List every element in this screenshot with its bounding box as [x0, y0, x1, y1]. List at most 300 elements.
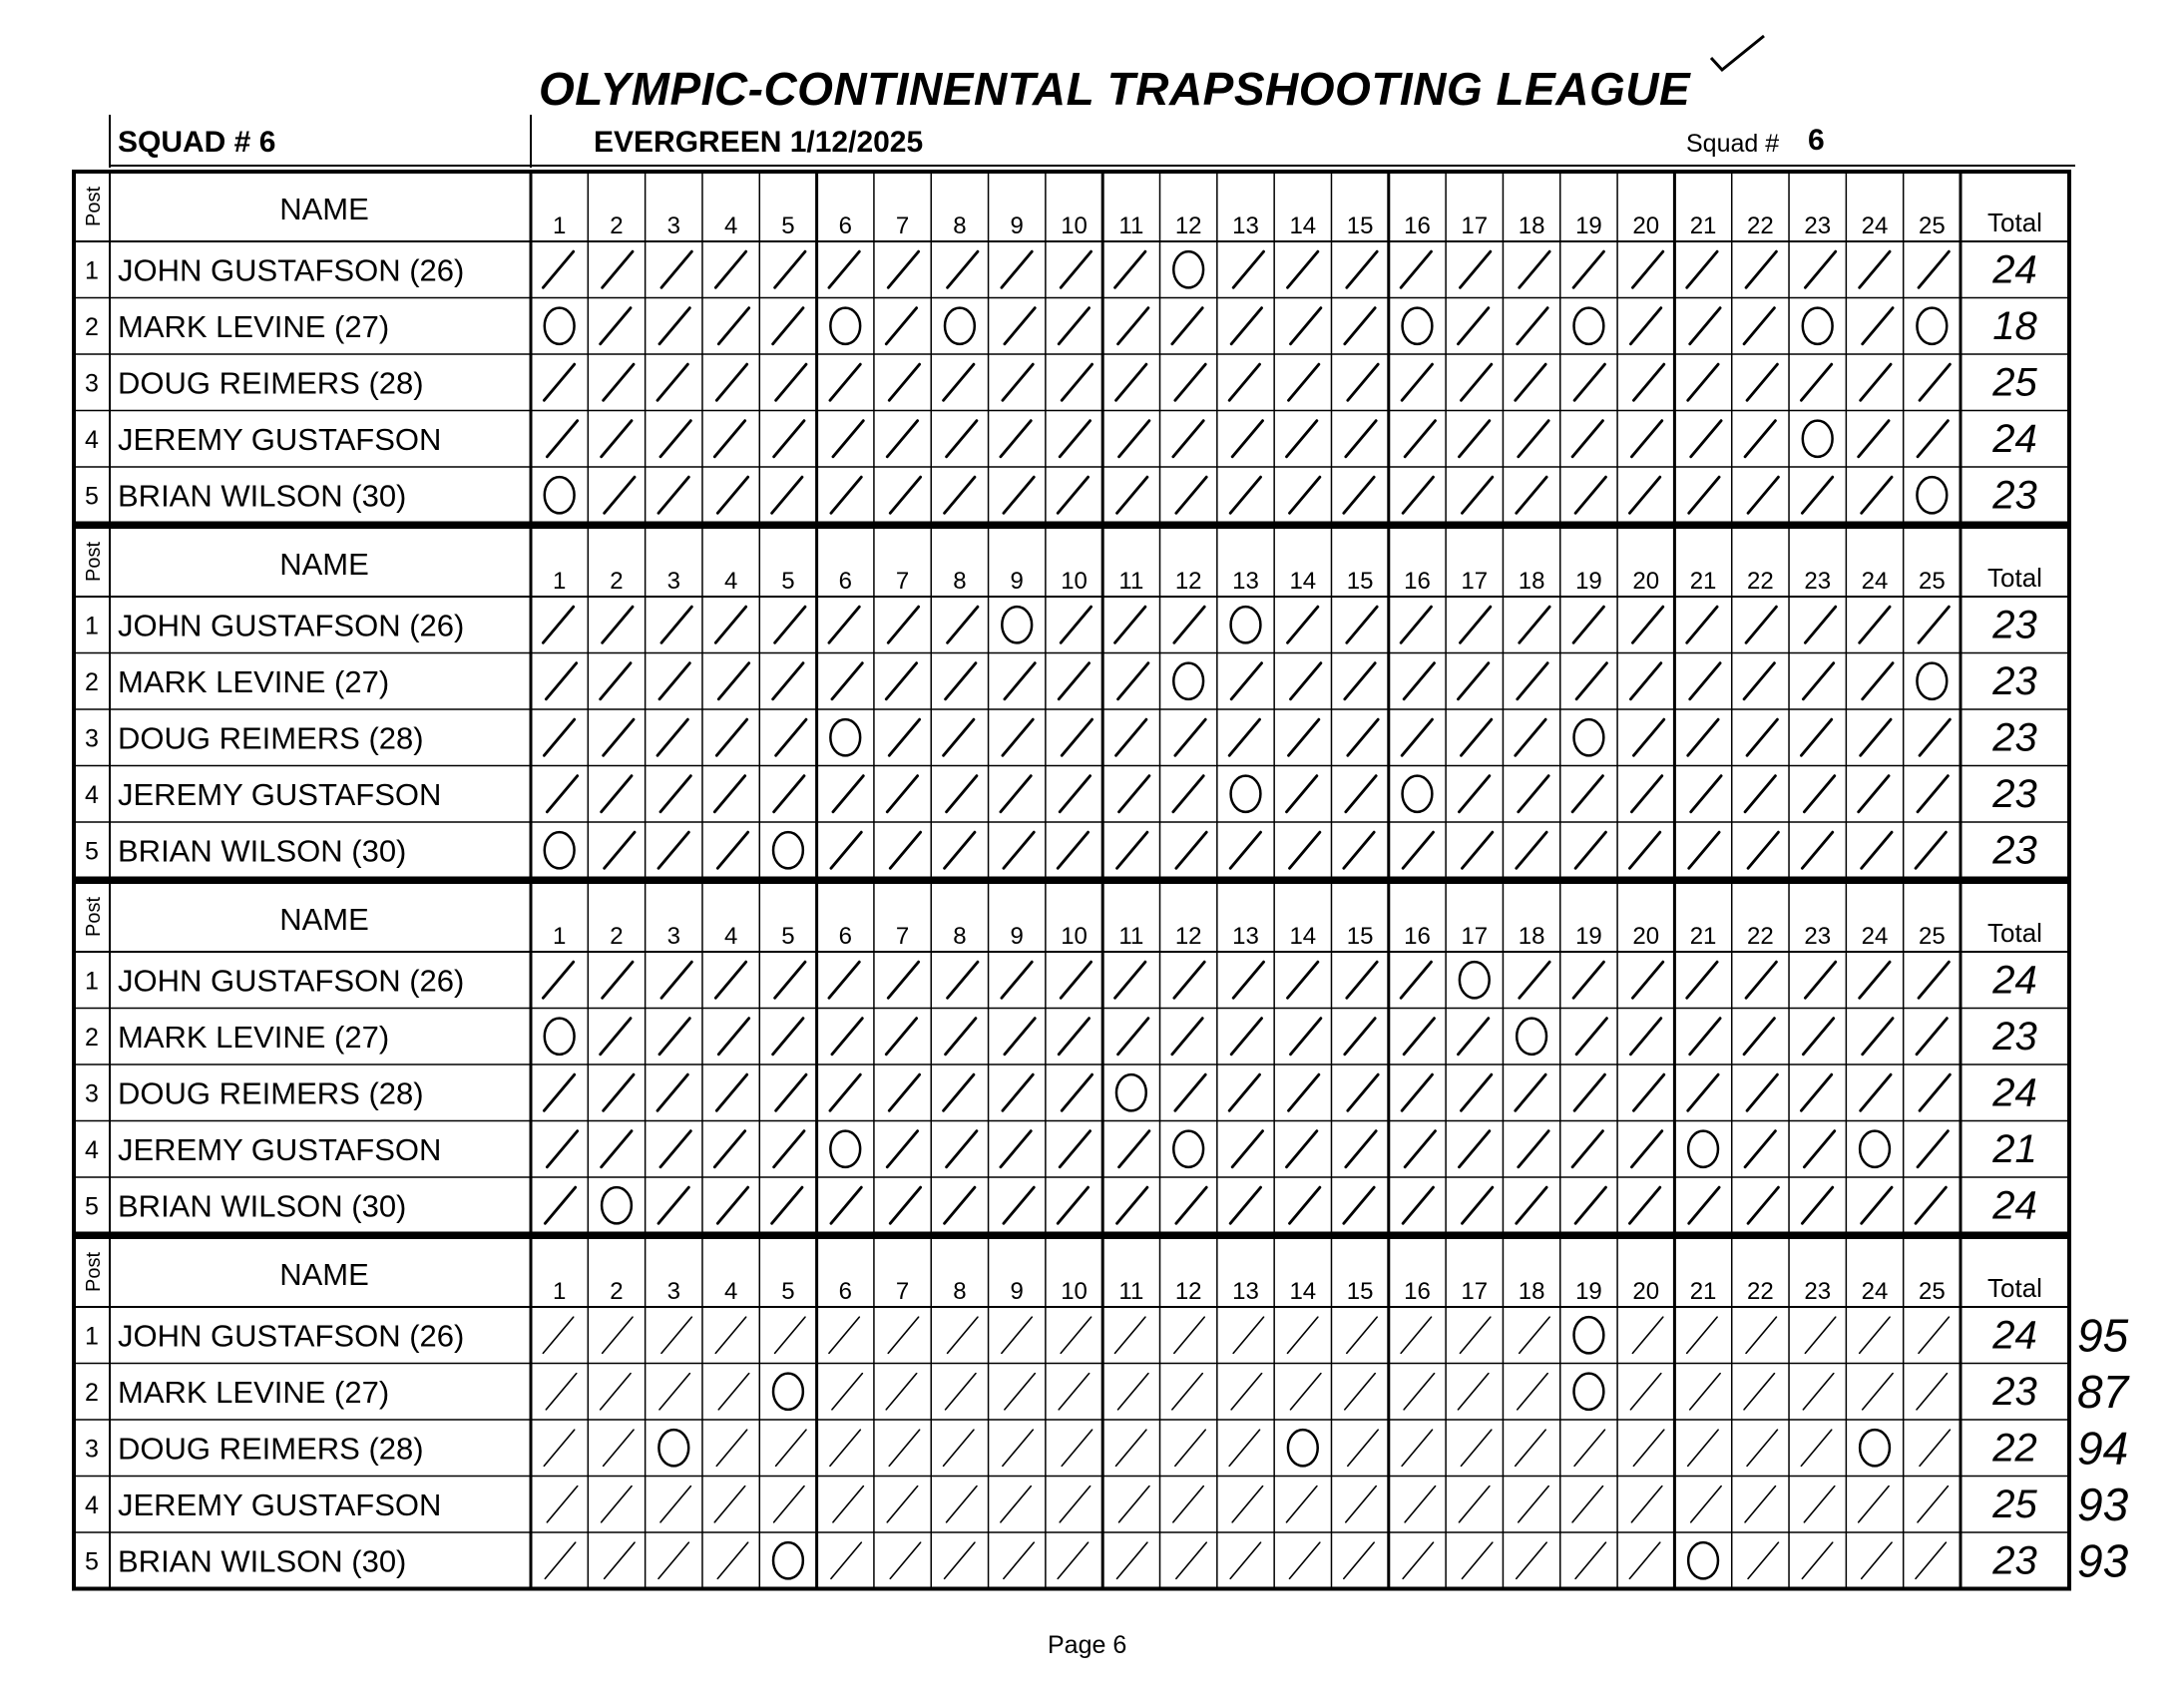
hit-mark: [1403, 1187, 1433, 1223]
shooter-name: JOHN GUSTAFSON (26): [118, 252, 465, 288]
hit-mark: [1401, 1317, 1431, 1353]
hit-mark: [1119, 1486, 1149, 1522]
miss-mark: [1403, 308, 1433, 344]
hit-mark: [716, 364, 746, 400]
target-number: 20: [1632, 923, 1660, 950]
shooter-name: DOUG REIMERS (28): [118, 720, 424, 756]
hit-mark: [659, 1019, 689, 1055]
hit-mark: [1860, 962, 1890, 998]
hit-mark: [545, 1187, 575, 1223]
hit-mark: [1575, 477, 1605, 513]
target-number: 17: [1461, 1278, 1489, 1305]
hit-mark: [945, 832, 975, 868]
hit-mark: [1687, 962, 1717, 998]
row-total: 23: [1992, 715, 2037, 760]
hit-mark: [1290, 1374, 1320, 1410]
hit-mark: [946, 1019, 976, 1055]
hit-mark: [716, 719, 746, 755]
hit-mark: [1348, 719, 1378, 755]
hit-mark: [1746, 1317, 1776, 1353]
hit-mark: [1229, 1074, 1259, 1110]
target-number: 22: [1747, 923, 1774, 950]
page-number: Page 6: [1048, 1631, 1127, 1659]
hit-mark: [1115, 607, 1145, 642]
target-number: 5: [781, 1278, 795, 1305]
target-number: 9: [1010, 1278, 1024, 1305]
target-number: 9: [1010, 923, 1024, 950]
hit-mark: [1518, 1374, 1547, 1410]
hit-mark: [1576, 1019, 1606, 1055]
hit-mark: [1289, 832, 1319, 868]
hit-mark: [1632, 962, 1662, 998]
target-number: 8: [953, 1278, 967, 1305]
shooter-name: DOUG REIMERS (28): [118, 365, 424, 401]
target-number: 18: [1518, 1278, 1545, 1305]
hit-mark: [1574, 364, 1604, 400]
hit-mark: [1176, 1187, 1206, 1223]
hit-mark: [889, 364, 919, 400]
hit-mark: [659, 663, 689, 699]
hit-mark: [1687, 607, 1717, 642]
hit-mark: [1347, 962, 1377, 998]
hit-mark: [717, 477, 747, 513]
hit-mark: [1919, 962, 1949, 998]
target-number: 12: [1174, 568, 1202, 595]
hit-mark: [1863, 1019, 1893, 1055]
hit-mark: [1348, 1430, 1378, 1466]
hit-mark: [888, 607, 918, 642]
hit-mark: [604, 364, 634, 400]
hit-mark: [658, 1542, 688, 1578]
post-header: Post: [83, 896, 105, 938]
hit-mark: [1748, 477, 1778, 513]
target-number: 7: [895, 212, 910, 239]
hit-mark: [1005, 663, 1035, 699]
miss-mark: [1688, 1542, 1718, 1578]
hit-mark: [944, 1074, 974, 1110]
hit-mark: [1805, 1317, 1835, 1353]
hit-mark: [1004, 1187, 1034, 1223]
hit-mark: [1748, 832, 1778, 868]
hit-mark: [1348, 1074, 1378, 1110]
hit-mark: [1804, 1486, 1834, 1522]
target-number: 19: [1575, 568, 1602, 595]
hit-mark: [1002, 251, 1032, 287]
hit-mark: [890, 477, 920, 513]
post-number: 4: [85, 1490, 99, 1519]
miss-mark: [1517, 1019, 1546, 1055]
hit-mark: [1060, 1131, 1090, 1167]
hit-mark: [1005, 1019, 1035, 1055]
hit-mark: [1288, 364, 1318, 400]
hit-mark: [1920, 364, 1950, 400]
post-number: 4: [85, 425, 99, 454]
post-number: 2: [85, 1378, 99, 1407]
hit-mark: [1229, 1430, 1259, 1466]
post-number: 3: [85, 369, 99, 398]
target-number: 4: [723, 1278, 738, 1305]
hit-mark: [1230, 1187, 1260, 1223]
hit-mark: [1746, 962, 1776, 998]
row-total: 24: [1992, 1313, 2037, 1358]
shooter-name: MARK LEVINE (27): [118, 1374, 390, 1410]
hit-mark: [1061, 962, 1091, 998]
hit-mark: [1629, 1187, 1659, 1223]
post-number: 3: [85, 724, 99, 753]
post-number: 3: [85, 1079, 99, 1108]
hit-mark: [602, 1486, 632, 1522]
hit-mark: [1918, 421, 1948, 457]
hit-mark: [773, 663, 803, 699]
shooter-name: BRIAN WILSON (30): [118, 1543, 407, 1579]
hit-mark: [944, 719, 974, 755]
hit-mark: [714, 1131, 744, 1167]
target-number: 15: [1346, 1278, 1374, 1305]
hit-mark: [1801, 1074, 1831, 1110]
hit-mark: [829, 962, 859, 998]
hit-mark: [1690, 663, 1720, 699]
target-number: 15: [1346, 568, 1374, 595]
row-total: 23: [1992, 658, 2037, 703]
hit-mark: [1747, 719, 1777, 755]
total-header: Total: [1987, 1273, 2042, 1303]
hit-mark: [543, 251, 573, 287]
hit-mark: [887, 1486, 917, 1522]
hit-mark: [1287, 251, 1317, 287]
grand-total: 94: [2077, 1422, 2129, 1475]
target-number: 13: [1232, 1278, 1259, 1305]
total-header: Total: [1987, 918, 2042, 948]
hit-mark: [886, 1374, 916, 1410]
hit-mark: [1005, 308, 1035, 344]
target-number: 10: [1061, 1278, 1088, 1305]
miss-mark: [545, 308, 575, 344]
target-number: 24: [1861, 923, 1889, 950]
hit-mark: [1061, 1317, 1091, 1353]
target-number: 14: [1289, 568, 1317, 595]
hit-mark: [1231, 1374, 1261, 1410]
target-number: 2: [610, 923, 624, 950]
hit-mark: [1573, 607, 1603, 642]
hit-mark: [1230, 1542, 1260, 1578]
row-total: 25: [1992, 1482, 2037, 1526]
hit-mark: [1004, 477, 1034, 513]
hit-mark: [774, 421, 804, 457]
hit-mark: [945, 1187, 975, 1223]
hit-mark: [717, 1542, 747, 1578]
hit-mark: [774, 1486, 804, 1522]
hit-mark: [944, 1430, 974, 1466]
miss-mark: [545, 832, 575, 868]
target-number: 5: [781, 568, 795, 595]
row-total: 23: [1992, 1014, 2037, 1059]
hit-mark: [774, 776, 804, 812]
hit-mark: [1688, 1430, 1718, 1466]
hit-mark: [1629, 477, 1659, 513]
hit-mark: [1747, 364, 1777, 400]
hit-mark: [1689, 1187, 1719, 1223]
hit-mark: [1061, 251, 1091, 287]
hit-mark: [1459, 776, 1489, 812]
hit-mark: [1173, 776, 1203, 812]
hit-mark: [890, 1542, 920, 1578]
hit-mark: [1744, 1019, 1774, 1055]
miss-mark: [1574, 719, 1604, 755]
target-number: 15: [1346, 923, 1374, 950]
hit-mark: [1633, 1430, 1663, 1466]
target-number: 17: [1461, 212, 1489, 239]
hit-mark: [1058, 1542, 1088, 1578]
miss-mark: [1173, 251, 1203, 287]
hit-mark: [1233, 251, 1263, 287]
target-number: 13: [1232, 923, 1259, 950]
hit-mark: [659, 308, 689, 344]
miss-mark: [545, 1019, 575, 1055]
target-number: 17: [1461, 568, 1489, 595]
row-total: 24: [1992, 416, 2037, 461]
hit-mark: [1744, 308, 1774, 344]
hit-mark: [605, 832, 635, 868]
hit-mark: [1289, 1187, 1319, 1223]
hit-mark: [1688, 719, 1718, 755]
hit-mark: [603, 251, 633, 287]
hit-mark: [945, 477, 975, 513]
hit-mark: [948, 607, 978, 642]
shooter-name: JEREMY GUSTAFSON: [118, 421, 442, 457]
miss-mark: [1860, 1430, 1890, 1466]
target-number: 16: [1404, 923, 1431, 950]
target-number: 10: [1061, 568, 1088, 595]
target-number: 4: [723, 212, 738, 239]
target-number: 20: [1632, 568, 1660, 595]
target-number: 23: [1804, 1278, 1832, 1305]
hit-mark: [1347, 1317, 1377, 1353]
target-number: 10: [1061, 212, 1088, 239]
miss-mark: [1688, 1131, 1718, 1167]
hit-mark: [773, 308, 803, 344]
hit-mark: [1516, 364, 1545, 400]
target-number: 25: [1918, 212, 1946, 239]
target-number: 6: [838, 923, 852, 950]
hit-mark: [831, 1187, 861, 1223]
hit-mark: [1574, 1430, 1604, 1466]
hit-mark: [544, 364, 574, 400]
hit-mark: [1117, 1542, 1147, 1578]
hit-mark: [1803, 1374, 1833, 1410]
target-number: 1: [552, 568, 567, 595]
hit-mark: [832, 1374, 862, 1410]
shooter-name: JOHN GUSTAFSON (26): [118, 608, 465, 643]
hit-mark: [1859, 1486, 1889, 1522]
hit-mark: [1747, 1430, 1777, 1466]
hit-mark: [1691, 776, 1721, 812]
hit-mark: [1117, 1187, 1147, 1223]
hit-mark: [1745, 776, 1775, 812]
event-label: EVERGREEN 1/12/2025: [594, 126, 924, 159]
hit-mark: [831, 477, 861, 513]
target-number: 10: [1061, 923, 1088, 950]
hit-mark: [831, 1542, 861, 1578]
miss-mark: [1173, 663, 1203, 699]
hit-mark: [1802, 477, 1832, 513]
shooter-name: DOUG REIMERS (28): [118, 1431, 424, 1467]
hit-mark: [1117, 832, 1147, 868]
hit-mark: [1175, 1430, 1205, 1466]
hit-mark: [1287, 607, 1317, 642]
hit-mark: [543, 607, 573, 642]
target-number: 19: [1575, 923, 1602, 950]
hit-mark: [946, 1374, 976, 1410]
hit-mark: [1805, 251, 1835, 287]
hit-mark: [717, 1187, 747, 1223]
hit-mark: [1863, 663, 1893, 699]
hit-mark: [1403, 477, 1433, 513]
target-number: 7: [895, 1278, 910, 1305]
row-total: 23: [1992, 1369, 2037, 1414]
hit-mark: [1461, 1074, 1491, 1110]
shooter-name: JEREMY GUSTAFSON: [118, 1131, 442, 1167]
hit-mark: [718, 308, 748, 344]
hit-mark: [889, 1430, 919, 1466]
hit-mark: [1345, 663, 1375, 699]
hit-mark: [1232, 421, 1262, 457]
hit-mark: [1631, 776, 1661, 812]
miss-mark: [1917, 663, 1947, 699]
hit-mark: [543, 962, 573, 998]
hit-mark: [1002, 1317, 1032, 1353]
hit-mark: [775, 1317, 805, 1353]
hit-mark: [1347, 251, 1377, 287]
target-number: 16: [1404, 1278, 1431, 1305]
hit-mark: [1344, 477, 1374, 513]
hit-mark: [1060, 1486, 1090, 1522]
shooter-name: MARK LEVINE (27): [118, 308, 390, 344]
hit-mark: [1746, 251, 1776, 287]
hit-mark: [1290, 308, 1320, 344]
miss-mark: [830, 1131, 860, 1167]
hit-mark: [1001, 776, 1031, 812]
hit-mark: [1860, 607, 1890, 642]
hit-mark: [657, 364, 687, 400]
target-number: 15: [1346, 212, 1374, 239]
hit-mark: [1575, 1542, 1605, 1578]
hit-mark: [887, 421, 917, 457]
hit-mark: [775, 962, 805, 998]
target-number: 8: [953, 923, 967, 950]
hit-mark: [1289, 1542, 1319, 1578]
hit-mark: [1058, 477, 1088, 513]
hit-mark: [1174, 607, 1204, 642]
miss-mark: [1288, 1430, 1318, 1466]
hit-mark: [1862, 1187, 1892, 1223]
hit-mark: [1745, 1131, 1775, 1167]
miss-mark: [545, 477, 575, 513]
hit-mark: [547, 1486, 577, 1522]
hit-mark: [1861, 364, 1891, 400]
shooter-name: MARK LEVINE (27): [118, 663, 390, 699]
hit-mark: [776, 719, 806, 755]
hit-mark: [830, 364, 860, 400]
target-number: 13: [1232, 568, 1259, 595]
hit-mark: [1690, 1374, 1720, 1410]
target-number: 4: [723, 568, 738, 595]
hit-mark: [1173, 1486, 1203, 1522]
hit-mark: [1744, 663, 1774, 699]
hit-mark: [545, 1542, 575, 1578]
hit-mark: [1572, 776, 1602, 812]
hit-mark: [1405, 1486, 1435, 1522]
hit-mark: [1920, 719, 1950, 755]
miss-mark: [658, 1430, 688, 1466]
miss-mark: [1574, 308, 1604, 344]
shooter-name: BRIAN WILSON (30): [118, 1188, 407, 1224]
target-number: 13: [1232, 212, 1259, 239]
target-number: 2: [610, 1278, 624, 1305]
hit-mark: [658, 477, 688, 513]
hit-mark: [1459, 1131, 1489, 1167]
shooter-name: JOHN GUSTAFSON (26): [118, 1318, 465, 1354]
hit-mark: [1803, 1019, 1833, 1055]
hit-mark: [1118, 1019, 1148, 1055]
hit-mark: [544, 1430, 574, 1466]
hit-mark: [1516, 1074, 1545, 1110]
hit-mark: [1229, 719, 1259, 755]
miss-mark: [1574, 1317, 1604, 1353]
hit-mark: [660, 1486, 690, 1522]
hit-mark: [775, 251, 805, 287]
hit-mark: [888, 962, 918, 998]
hit-mark: [1459, 1486, 1489, 1522]
hit-mark: [1516, 1430, 1545, 1466]
hit-mark: [1458, 1374, 1488, 1410]
target-number: 18: [1518, 568, 1545, 595]
miss-mark: [1173, 1131, 1203, 1167]
hit-mark: [1862, 832, 1892, 868]
hit-mark: [1631, 1131, 1661, 1167]
hit-mark: [1176, 1542, 1206, 1578]
row-total: 22: [1992, 1426, 2037, 1471]
target-number: 1: [552, 1278, 567, 1305]
miss-mark: [773, 1542, 803, 1578]
hit-mark: [947, 1131, 977, 1167]
hit-mark: [1059, 663, 1089, 699]
row-total: 24: [1992, 247, 2037, 292]
hit-mark: [1290, 1019, 1320, 1055]
hit-mark: [1402, 1074, 1432, 1110]
post-number: 2: [85, 1023, 99, 1052]
hit-mark: [1173, 421, 1203, 457]
hit-mark: [660, 776, 690, 812]
miss-mark: [1917, 308, 1947, 344]
hit-mark: [1119, 421, 1149, 457]
name-header: NAME: [279, 547, 369, 582]
hit-mark: [715, 607, 745, 642]
hit-mark: [1802, 832, 1832, 868]
hit-mark: [546, 1374, 576, 1410]
hit-mark: [1462, 1187, 1492, 1223]
hit-mark: [1001, 1486, 1031, 1522]
hit-mark: [887, 1131, 917, 1167]
hit-mark: [1805, 607, 1835, 642]
hit-mark: [1859, 421, 1889, 457]
hit-mark: [1002, 962, 1032, 998]
hit-mark: [1861, 719, 1891, 755]
target-number: 6: [838, 568, 852, 595]
miss-mark: [830, 308, 860, 344]
hit-mark: [890, 1187, 920, 1223]
hit-mark: [1920, 1430, 1950, 1466]
target-number: 12: [1174, 212, 1202, 239]
